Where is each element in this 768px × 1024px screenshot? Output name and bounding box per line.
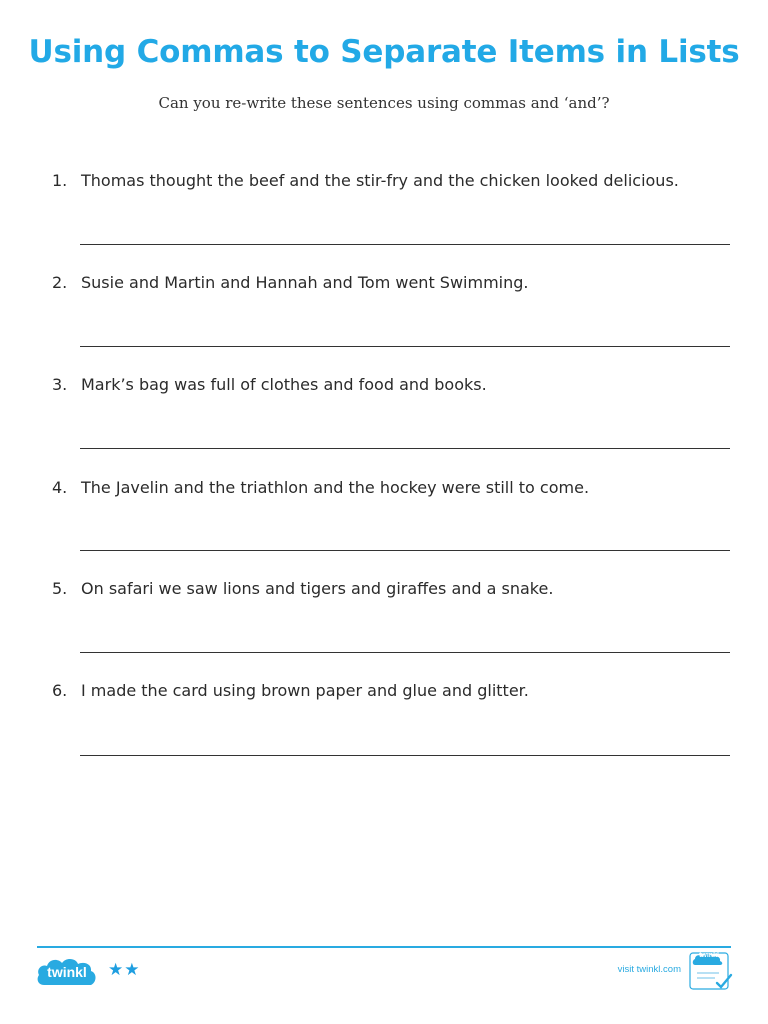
question-1 <box>52 171 742 191</box>
question-text: I made the card using brown paper and glue and glitter. <box>81 681 529 700</box>
question-number: 3. <box>52 375 68 394</box>
badge-text: twinkl <box>699 952 719 959</box>
question-2 <box>52 273 742 293</box>
question-number: 2. <box>52 273 68 292</box>
worksheet-instruction: Can you re-write these sentences using commas and ‘and’? <box>158 94 610 112</box>
question-text: Susie and Martin and Hannah and Tom went Swimming. <box>81 273 529 292</box>
question-number: 1. <box>52 171 68 190</box>
visit-link[interactable]: visit twinkl.com <box>617 964 681 975</box>
logo-text: twinkl <box>47 964 87 980</box>
answer-line-3[interactable] <box>80 448 730 449</box>
question-4 <box>52 478 742 498</box>
question-text: Thomas thought the beef and the stir-fry and the chicken looked delicious. <box>81 171 679 190</box>
answer-line-6[interactable] <box>80 755 730 756</box>
question-6 <box>52 681 742 701</box>
answer-line-2[interactable] <box>80 346 730 347</box>
footer-divider <box>37 946 731 948</box>
question-number: 6. <box>52 681 68 700</box>
answer-line-1[interactable] <box>80 244 730 245</box>
question-text: The Javelin and the triathlon and the hockey were still to come. <box>81 478 590 497</box>
star-icon: ★★ <box>108 960 141 980</box>
question-number: 4. <box>52 478 68 497</box>
answer-line-5[interactable] <box>80 652 730 653</box>
worksheet-title: Using Commas to Separate Items in Lists <box>28 34 740 70</box>
answer-line-4[interactable] <box>80 550 730 551</box>
question-text: Mark’s bag was full of clothes and food and books. <box>81 375 487 394</box>
twinkl-logo-icon[interactable] <box>36 955 98 989</box>
question-5 <box>52 579 742 599</box>
question-text: On safari we saw lions and tigers and giraffes and a snake. <box>81 579 554 598</box>
question-number: 5. <box>52 579 68 598</box>
question-3 <box>52 375 742 395</box>
